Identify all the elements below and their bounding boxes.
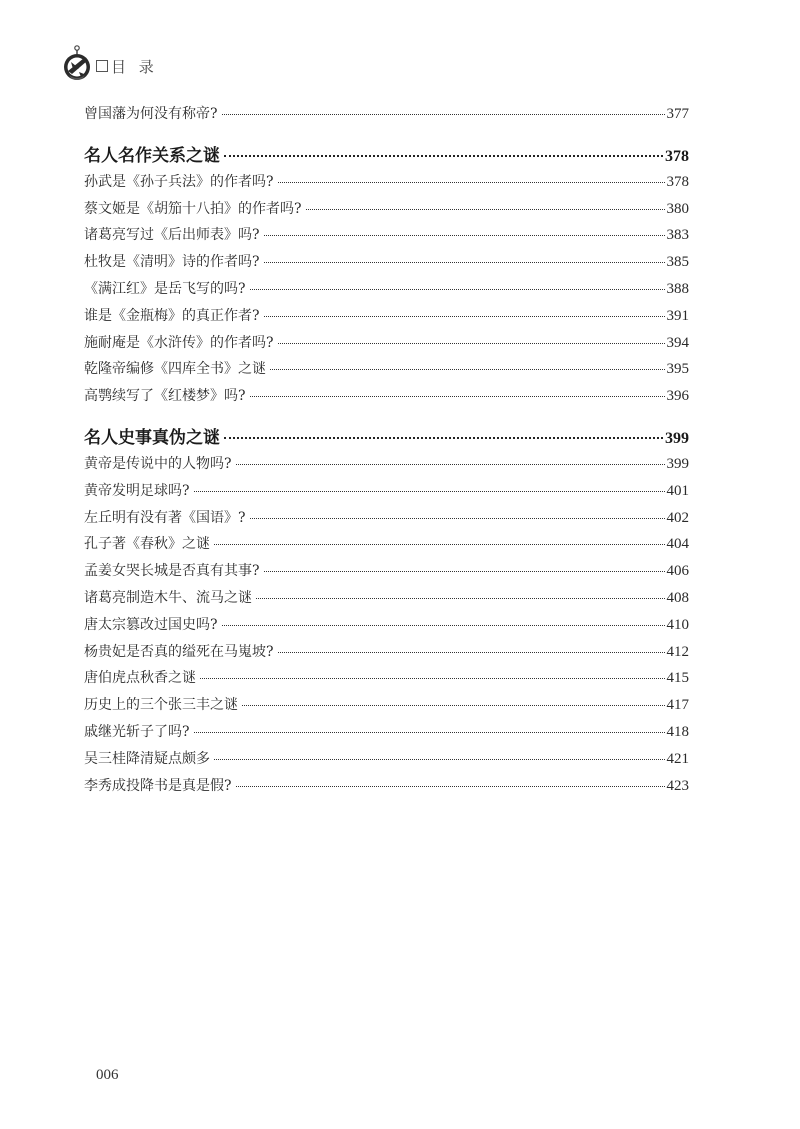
toc-entry-page: 395 xyxy=(666,361,689,378)
toc-entry-page: 385 xyxy=(666,254,689,271)
toc-entry[interactable] xyxy=(84,198,689,225)
toc-entry-title: 乾隆帝编修《四库全书》之谜 xyxy=(84,361,266,378)
square-box-icon xyxy=(96,60,108,72)
toc-entry[interactable] xyxy=(84,667,689,694)
toc-entry-page: 415 xyxy=(666,670,689,687)
toc-entry[interactable] xyxy=(84,224,689,251)
toc-entry-page: 399 xyxy=(666,455,689,472)
toc-entry[interactable] xyxy=(84,251,689,278)
toc-entry[interactable] xyxy=(84,358,689,385)
section-title: 名人史事真伪之谜 xyxy=(84,427,220,448)
toc-entry[interactable] xyxy=(84,748,689,775)
toc-entry[interactable] xyxy=(84,332,689,359)
toc-entry[interactable] xyxy=(84,614,689,641)
toc-entry-page: 388 xyxy=(666,280,689,297)
dot-leader xyxy=(194,732,665,733)
toc-entry-title: 蔡文姬是《胡笳十八拍》的作者吗? xyxy=(84,200,302,217)
toc-entry[interactable] xyxy=(84,103,689,130)
dot-leader xyxy=(200,678,665,679)
toc-entry-title: 孙武是《孙子兵法》的作者吗? xyxy=(84,173,274,190)
dot-leader xyxy=(264,262,665,263)
toc-entry-page: 391 xyxy=(666,307,689,324)
toc-entry-title: 左丘明有没有著《国语》? xyxy=(84,509,246,526)
toc-entry-title: 高鹗续写了《红楼梦》吗? xyxy=(84,388,246,405)
toc-entry-title: 唐太宗篡改过国史吗? xyxy=(84,616,218,633)
toc-entry-page: 423 xyxy=(666,777,689,794)
dot-leader xyxy=(264,235,665,236)
dot-leader xyxy=(270,369,665,370)
toc-entry-page: 404 xyxy=(666,536,689,553)
toc-entry-title: 杜牧是《清明》诗的作者吗? xyxy=(84,254,260,271)
dot-leader xyxy=(224,155,663,157)
toc-entry-title: 吴三桂降清疑点颇多 xyxy=(84,750,210,767)
dot-leader xyxy=(250,289,665,290)
toc-entry[interactable] xyxy=(84,587,689,614)
toc-entry[interactable] xyxy=(84,507,689,534)
toc-entry[interactable] xyxy=(84,385,689,412)
toc-entry[interactable] xyxy=(84,533,689,560)
toc-entry[interactable] xyxy=(84,480,689,507)
toc-entry-title: 黄帝是传说中的人物吗? xyxy=(84,455,232,472)
toc-entry[interactable] xyxy=(84,453,689,480)
toc-entry-page: 418 xyxy=(666,723,689,740)
page-header xyxy=(62,44,158,84)
toc-entry-title: 孟姜女哭长城是否真有其事? xyxy=(84,563,260,580)
section-page: 378 xyxy=(665,147,689,165)
toc-entry-title: 李秀成投降书是真是假? xyxy=(84,777,232,794)
toc-entry-page: 378 xyxy=(666,173,689,190)
toc-entry-page: 408 xyxy=(666,589,689,606)
toc-entry-title: 戚继光斩子了吗? xyxy=(84,723,190,740)
toc-entry-page: 396 xyxy=(666,388,689,405)
toc-entry-title: 施耐庵是《水浒传》的作者吗? xyxy=(84,334,274,351)
toc-entry-title: 黄帝发明足球吗? xyxy=(84,482,190,499)
toc-entry-page: 417 xyxy=(666,697,689,714)
dot-leader xyxy=(278,343,665,344)
toc-entry[interactable] xyxy=(84,694,689,721)
section-title: 名人名作关系之谜 xyxy=(84,145,220,166)
dot-leader xyxy=(250,518,665,519)
dot-leader xyxy=(278,652,665,653)
astrolabe-icon xyxy=(62,44,92,84)
section-page: 399 xyxy=(665,429,689,447)
toc-entry-title: 杨贵妃是否真的缢死在马嵬坡? xyxy=(84,643,274,660)
toc-entry-page: 412 xyxy=(666,643,689,660)
toc-entry-title: 曾国藩为何没有称帝? xyxy=(84,106,218,122)
toc-entry-title: 谁是《金瓶梅》的真正作者? xyxy=(84,307,260,324)
toc-entry[interactable] xyxy=(84,721,689,748)
toc-entry-title: 诸葛亮写过《后出师表》吗? xyxy=(84,227,260,244)
table-of-contents xyxy=(84,103,689,801)
dot-leader xyxy=(236,786,665,787)
dot-leader xyxy=(250,396,665,397)
toc-entry-title: 唐伯虎点秋香之谜 xyxy=(84,670,196,687)
dot-leader xyxy=(256,598,665,599)
dot-leader xyxy=(242,705,665,706)
toc-entry-page: 380 xyxy=(666,200,689,217)
dot-leader xyxy=(264,316,665,317)
dot-leader xyxy=(214,759,665,760)
toc-entry-title: 历史上的三个张三丰之谜 xyxy=(84,697,238,714)
toc-section-heading[interactable] xyxy=(84,141,689,171)
dot-leader xyxy=(224,437,663,439)
toc-entry-title: 《满江红》是岳飞写的吗? xyxy=(84,280,246,297)
toc-entry-page: 421 xyxy=(666,750,689,767)
dot-leader xyxy=(222,114,665,115)
dot-leader xyxy=(278,182,665,183)
dot-leader xyxy=(264,571,665,572)
page-title: 目 录 xyxy=(111,57,158,76)
toc-entry-page: 406 xyxy=(666,563,689,580)
section-gap xyxy=(84,130,689,141)
toc-entry-title: 诸葛亮制造木牛、流马之谜 xyxy=(84,589,252,606)
toc-entry-page: 377 xyxy=(666,106,689,122)
toc-section-heading[interactable] xyxy=(84,423,689,453)
dot-leader xyxy=(194,491,665,492)
toc-entry-page: 401 xyxy=(666,482,689,499)
page-number: 006 xyxy=(96,1067,119,1083)
toc-entry[interactable] xyxy=(84,560,689,587)
toc-entry[interactable] xyxy=(84,171,689,198)
dot-leader xyxy=(236,464,665,465)
toc-entry-page: 394 xyxy=(666,334,689,351)
dot-leader xyxy=(222,625,665,626)
toc-entry[interactable] xyxy=(84,641,689,668)
toc-entry[interactable] xyxy=(84,775,689,802)
toc-entry[interactable] xyxy=(84,278,689,305)
toc-entry-page: 410 xyxy=(666,616,689,633)
toc-entry[interactable] xyxy=(84,305,689,332)
toc-entry-title: 孔子著《春秋》之谜 xyxy=(84,536,210,553)
dot-leader xyxy=(306,209,665,210)
dot-leader xyxy=(214,544,665,545)
section-gap xyxy=(84,412,689,423)
toc-entry-page: 383 xyxy=(666,227,689,244)
toc-entry-page: 402 xyxy=(666,509,689,526)
